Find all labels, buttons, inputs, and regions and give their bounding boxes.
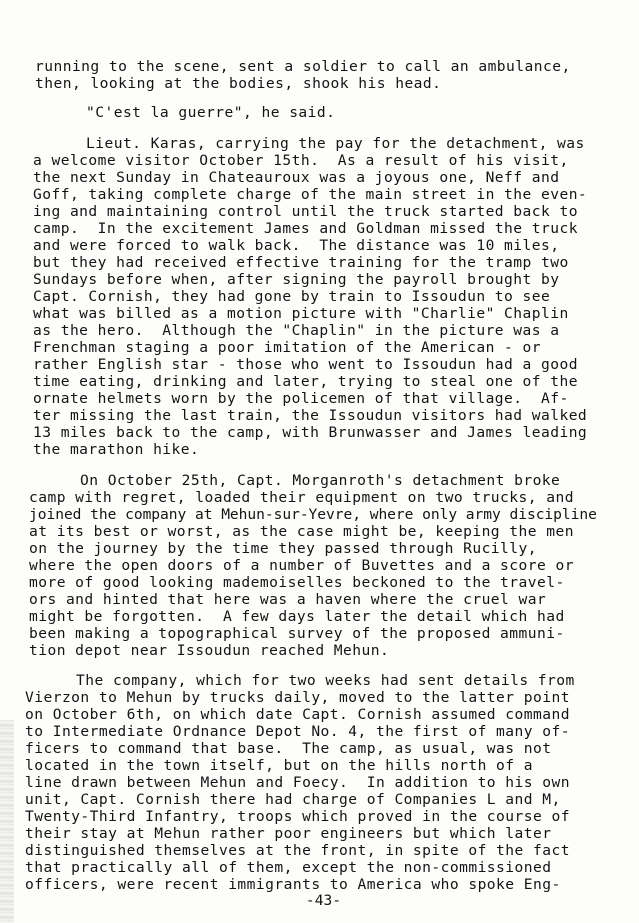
text-line: on October 6th, on which date Capt. Cornish assumed command xyxy=(25,706,570,723)
text-line: On October 25th, Capt. Morganroth's detachment broke xyxy=(80,472,561,489)
text-line: The company, which for two weeks had sent details from xyxy=(76,672,575,689)
text-line: joined the company at Mehun-sur-Yevre, where only army discipline xyxy=(29,506,597,523)
text-line: Goff, taking complete charge of the main street in the even- xyxy=(33,186,588,203)
text-line: what was billed as a motion picture with "Charlie" Chaplin xyxy=(33,305,569,322)
text-line: time eating, drinking and later, trying to steal one of the xyxy=(33,373,578,390)
text-line: where the open doors of a number of Buvettes and a score or xyxy=(29,557,574,574)
text-line: tion depot near Issoudun reached Mehun. xyxy=(29,642,390,659)
text-line: Vierzon to Mehun by trucks daily, moved to the latter point xyxy=(25,689,570,706)
text-line: distinguished themselves at the front, in spite of the fact xyxy=(25,842,570,859)
text-line: Lieut. Karas, carrying the pay for the detachment, was xyxy=(86,135,585,152)
text-line: that practically all of them, except the non-commissioned xyxy=(25,859,552,876)
text-line: Twenty-Third Infantry, troops which proved in the course of xyxy=(25,808,570,825)
text-line: officers, were recent immigrants to America who spoke Eng- xyxy=(25,876,561,893)
text-line: to Intermediate Ordnance Depot No. 4, the first of many of- xyxy=(25,723,570,740)
text-line: might be forgotten. A few days later the detail which had xyxy=(29,608,565,625)
text-line: camp. In the excitement James and Goldman missed the truck xyxy=(33,220,578,237)
text-line: more of good looking mademoiselles beckoned to the travel- xyxy=(29,574,565,591)
text-line: 13 miles back to the camp, with Brunwasser and James leading xyxy=(33,424,588,441)
text-line: unit, Capt. Cornish there had charge of Companies L and M, xyxy=(25,791,561,808)
text-line: been making a topographical survey of the proposed ammuni- xyxy=(29,625,565,642)
text-line: ter missing the last train, the Issoudun visitors had walked xyxy=(33,407,588,424)
text-line: their stay at Mehun rather poor engineers but which later xyxy=(25,825,552,842)
text-line: ors and hinted that here was a haven where the cruel war xyxy=(29,591,547,608)
text-line: a welcome visitor October 15th. As a result of his visit, xyxy=(33,152,569,169)
text-line: rather English star - those who went to Issoudun had a good xyxy=(33,356,578,373)
text-line: Sundays before when, after signing the payroll brought by xyxy=(33,271,560,288)
text-line: the marathon hike. xyxy=(33,441,200,458)
text-line: ficers to command that base. The camp, as usual, was not xyxy=(25,740,552,757)
text-line: ornate helmets worn by the policemen of that village. Af- xyxy=(33,390,569,407)
text-line: then, looking at the bodies, shook his head. xyxy=(35,75,442,92)
text-line: Capt. Cornish, they had gone by train to Issoudun to see xyxy=(33,288,551,305)
text-line: on the journey by the time they passed through Rucilly, xyxy=(29,540,537,557)
page-number: -43- xyxy=(305,892,342,909)
text-line: "C'est la guerre", he said. xyxy=(86,104,336,121)
text-line: at its best or worst, as the case might be, keeping the men xyxy=(29,523,574,540)
text-line: and were forced to walk back. The distance was 10 miles, xyxy=(33,237,560,254)
text-line: as the hero. Although the "Chaplin" in the picture was a xyxy=(33,322,560,339)
text-line: line drawn between Mehun and Foecy. In addition to his own xyxy=(25,774,570,791)
text-line: ing and maintaining control until the truck started back to xyxy=(33,203,578,220)
text-line: Frenchman staging a poor imitation of the American - or xyxy=(33,339,541,356)
text-line: the next Sunday in Chateauroux was a joyous one, Neff and xyxy=(33,169,560,186)
text-line: but they had received effective training for the tramp two xyxy=(33,254,569,271)
text-line: running to the scene, sent a soldier to call an ambulance, xyxy=(35,58,571,75)
text-line: camp with regret, loaded their equipment on two trucks, and xyxy=(29,489,574,506)
text-line: located in the town itself, but on the hills north of a xyxy=(25,757,533,774)
